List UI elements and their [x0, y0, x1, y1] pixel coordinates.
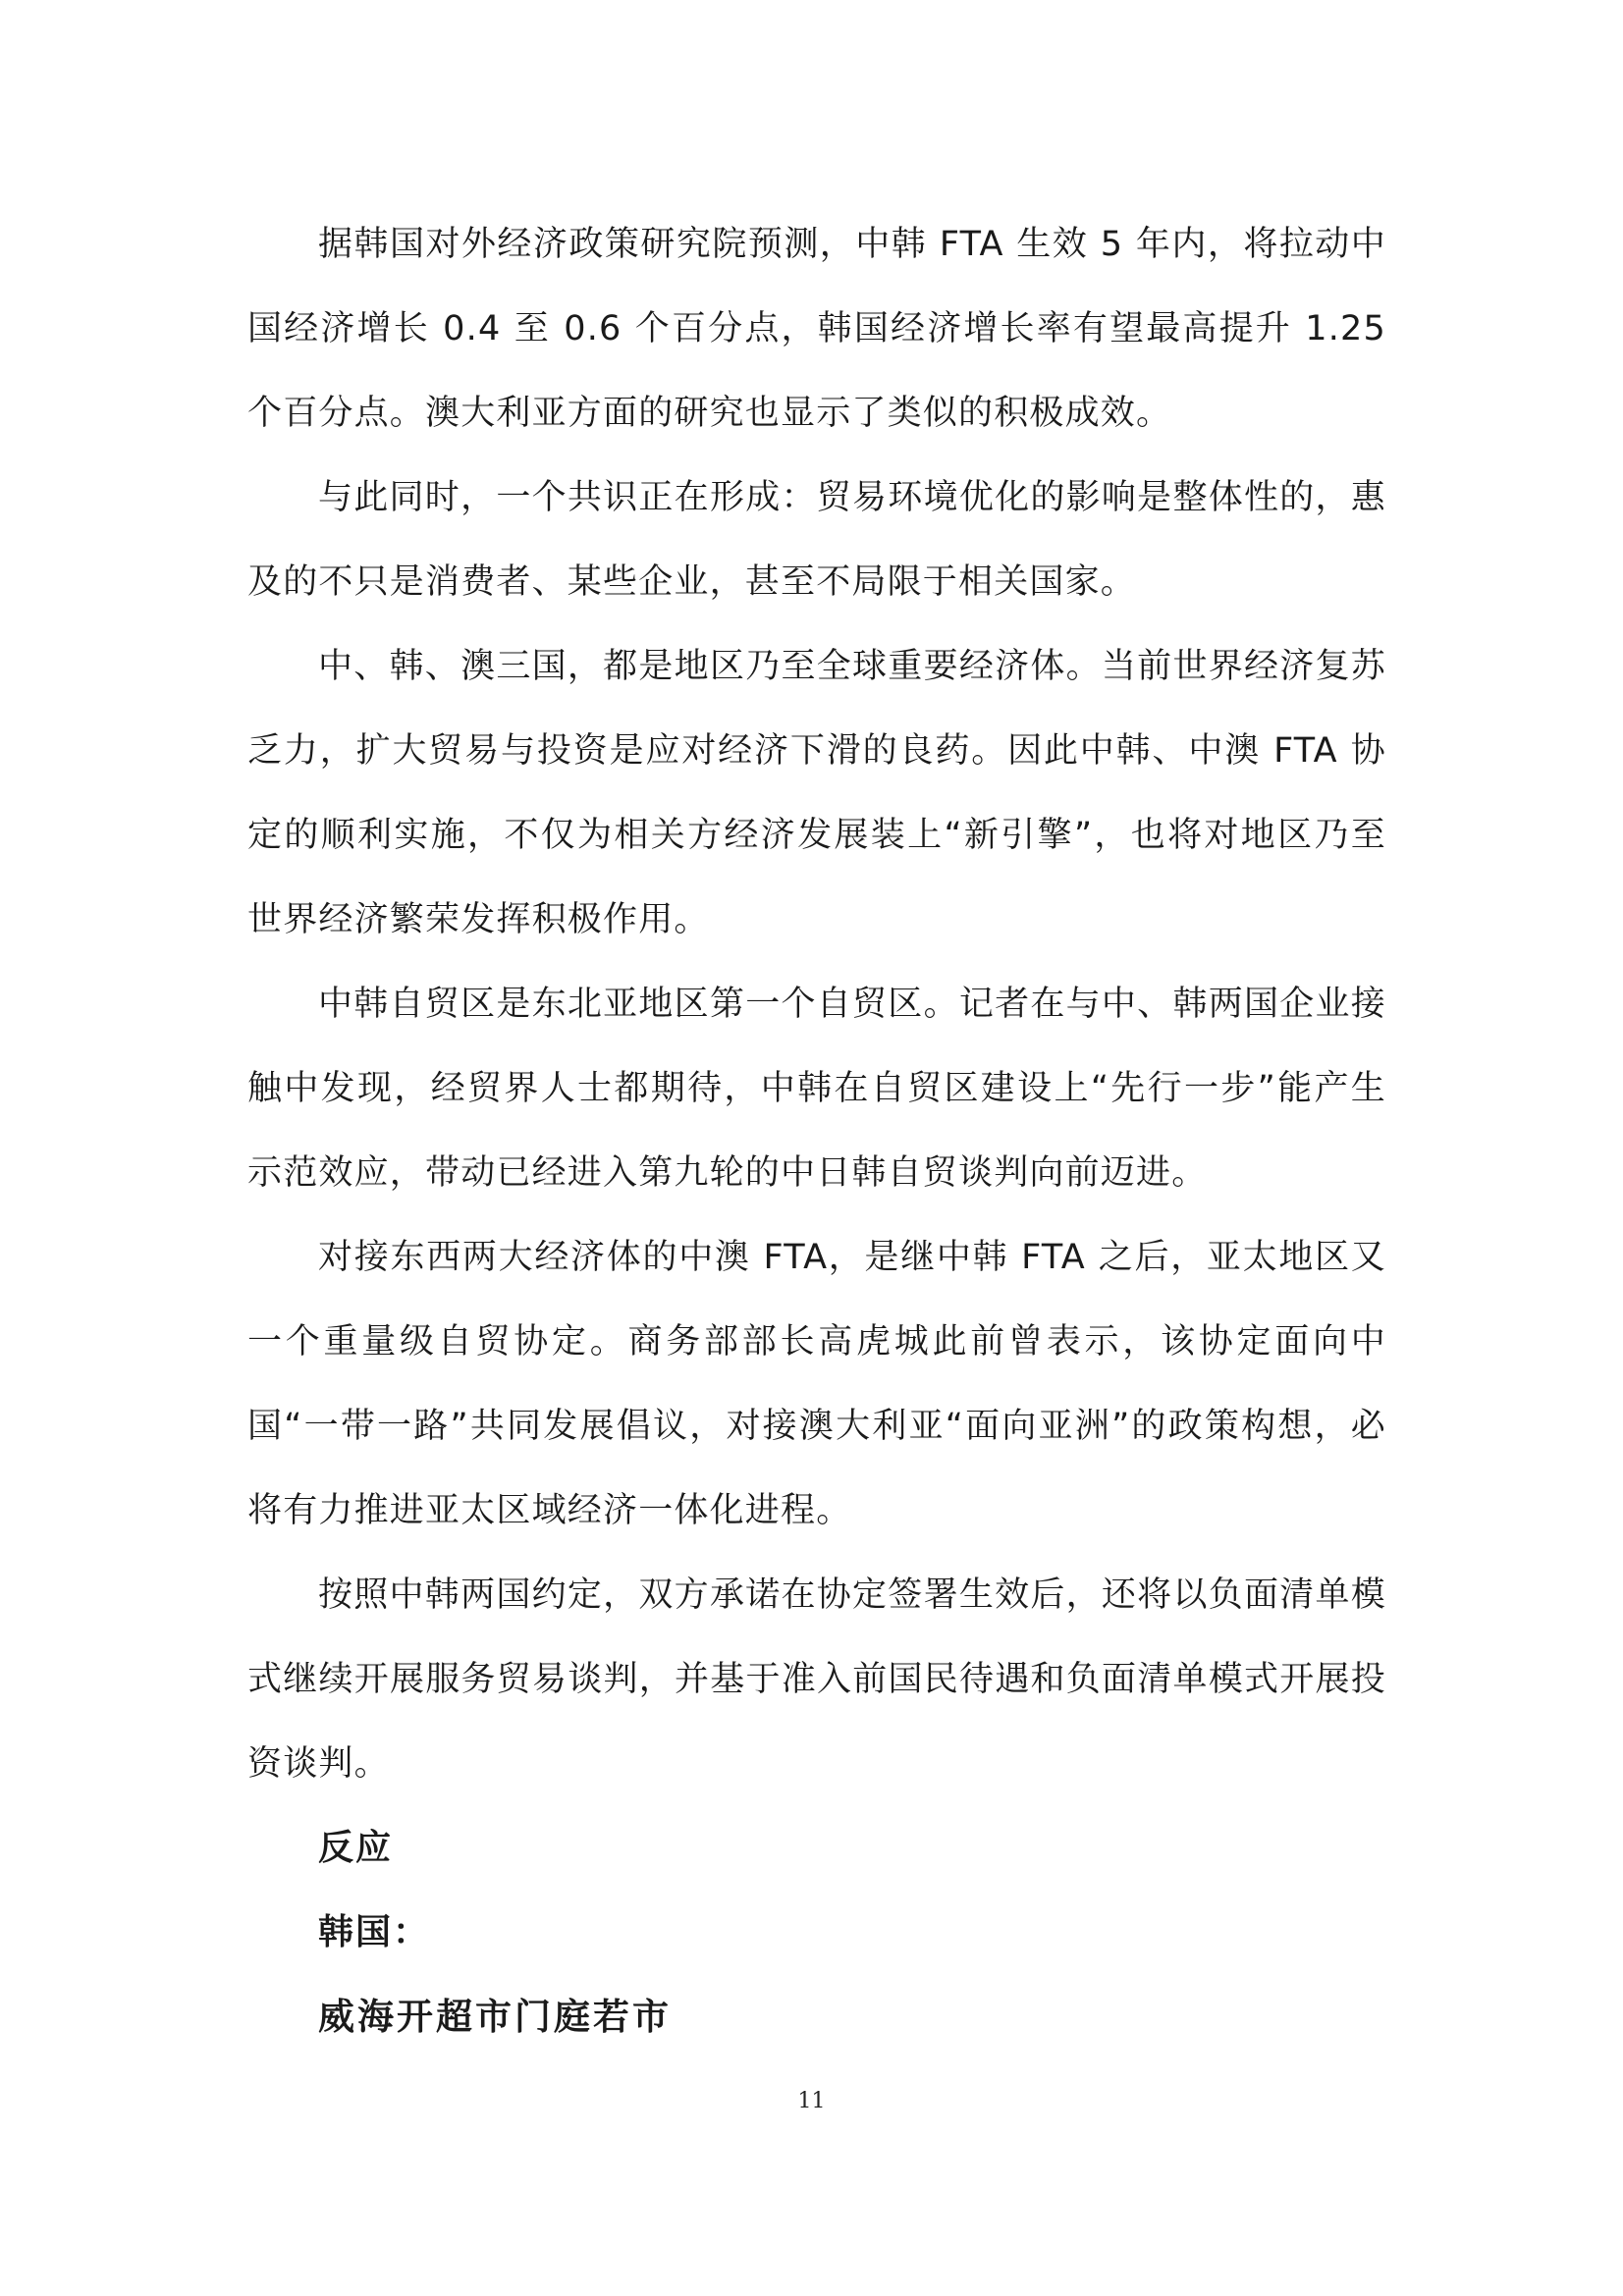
- document-body: [247, 202, 1386, 2059]
- page-number: 11: [797, 2089, 826, 2113]
- paragraph-consensus: 与此同时，一个共识正在形成：贸易环境优化的影响是整体性的，惠及的不只是消费者、某些企业，甚至不局限于相关国家。: [247, 478, 1386, 602]
- paragraph-northeast-asia: 中韩自贸区是东北亚地区第一个自贸区。记者在与中、韩两国企业接触中发现，经贸界人士都期待，中韩在自贸区建设上“先行一步”能产生示范效应，带动已经进入第九轮的中日韩自贸谈判向前迈进。: [247, 985, 1386, 1193]
- paragraph-china-australia: 对接东西两大经济体的中澳 FTA，是继中韩 FTA 之后，亚太地区又一个重量级自贸协定。商务部部长高虎城此前曾表示，该协定面向中国“一带一路”共同发展倡议，对接澳大利亚“面向亚洲”的政策构想，必将有力推进亚太区域经济一体化进程。: [247, 1238, 1386, 1530]
- paragraph-economies: 中、韩、澳三国，都是地区乃至全球重要经济体。当前世界经济复苏乏力，扩大贸易与投资是应对经济下滑的良药。因此中韩、中澳 FTA 协定的顺利实施，不仅为相关方经济发展装上“新引擎”，也将对地区乃至世界经济繁荣发挥积极作用。: [247, 647, 1386, 939]
- heading-korea: 韩国：: [318, 1912, 431, 1952]
- paragraph-negotiation: 按照中韩两国约定，双方承诺在协定签署生效后，还将以负面清单模式继续开展服务贸易谈判，并基于准入前国民待遇和负面清单模式开展投资谈判。: [247, 1575, 1386, 1784]
- heading-weihai: 威海开超市门庭若市: [318, 1996, 672, 2038]
- heading-reaction: 反应: [318, 1828, 394, 1868]
- paragraph-forecast: 据韩国对外经济政策研究院预测，中韩 FTA 生效 5 年内，将拉动中国经济增长 0.4 至 0.6 个百分点，韩国经济增长率有望最高提升 1.25 个百分点。澳大利亚方面的研究也显示了类似的积极成效。: [247, 225, 1386, 433]
